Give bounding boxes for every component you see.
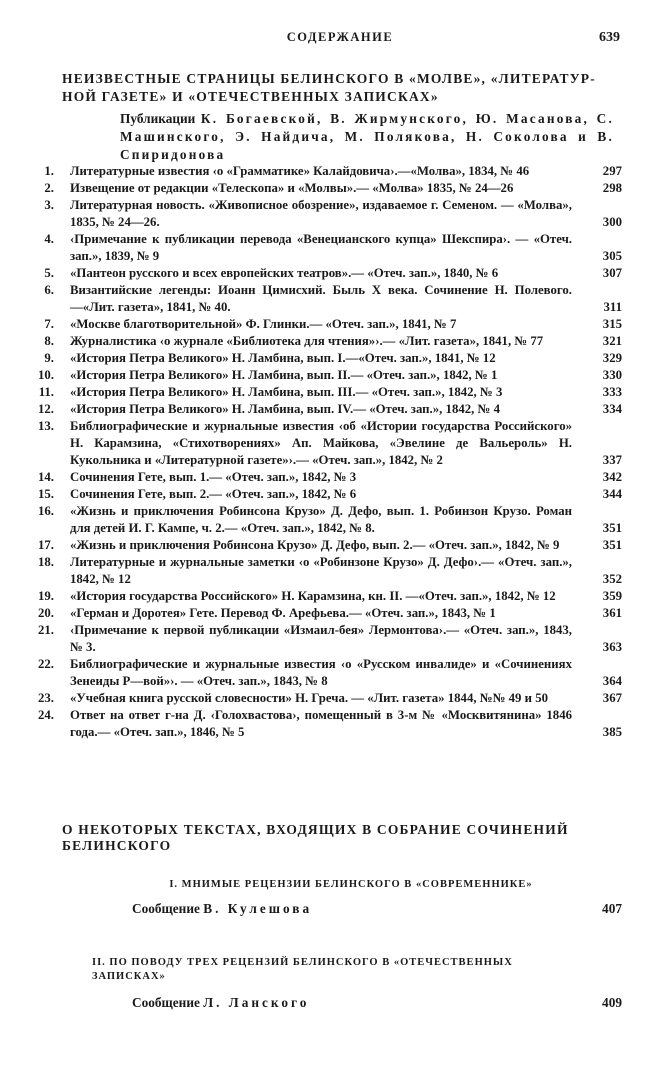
subsection-title-1: I. МНИМЫЕ РЕЦЕНЗИИ БЕЛИНСКОГО В «СОВРЕМЕННИКЕ» [169, 879, 533, 890]
toc-entry-page: 307 [602, 266, 622, 280]
toc-entry-text: Журналистика ‹о журнале «Библиотека для чтения»›.— «Лит. газета», 1841, № 77 [70, 334, 544, 348]
toc-entry [20, 265, 622, 282]
toc-entry-page: 315 [602, 317, 622, 331]
toc-entry-number: 8. [44, 334, 54, 348]
toc-entry-page: 297 [602, 164, 622, 178]
toc-entry-number: 22. [38, 657, 54, 671]
toc-entry-number: 2. [44, 181, 54, 195]
section-title-line: НЕИЗВЕСТНЫЕ СТРАНИЦЫ БЕЛИНСКОГО В «МОЛВЕ», «ЛИТЕРАТУР- [62, 71, 596, 86]
toc-entry-text: «Герман и Доротея» Гете. Перевод Ф. Арефьева.— «Отеч. зап.», 1843, № 1 [70, 606, 496, 620]
message-author: В. Кулешова [203, 901, 313, 916]
toc-entry-page: 330 [602, 368, 622, 382]
toc-entry-text: Библиографические и журнальные известия ‹об «Истории государства Российского» Н. Карамзина, «Стихотворениях» Ап. Майкова, «Эвелине де Вальероль» Н. Кукольника и «Литературной газете»›.— «Отеч. зап.», 1842, № 2 [70, 419, 572, 467]
toc-entry [20, 537, 622, 554]
toc-entry-page: 351 [602, 521, 622, 535]
toc-entry [20, 350, 622, 367]
toc-entry-page: 305 [602, 249, 622, 263]
toc-entry-page: 407 [602, 901, 622, 916]
toc-entry-text: Библиографические и журнальные известия ‹о «Русском инвалиде» и «Сочинениях Зенеиды Р—вой»›. — «Отеч. зап.», 1843, № 8 [70, 657, 572, 688]
toc-entry-page: 321 [602, 334, 622, 348]
subsection-title-line: ЗАПИСКАХ» [92, 971, 166, 982]
toc-entry [20, 503, 622, 537]
toc-entry-text: «История Петра Великого» Н. Ламбина, вып. II.— «Отеч. зап.», 1842, № 1 [70, 368, 498, 382]
toc-entry-page: 409 [602, 995, 622, 1010]
toc-entry-text: «Учебная книга русской словесности» Н. Греча. — «Лит. газета» 1844, №№ 49 и 50 [70, 691, 549, 705]
message-prefix: Сообщение [132, 901, 200, 916]
toc-entry-page: 364 [602, 674, 622, 688]
toc-entry-number: 9. [44, 351, 54, 365]
toc-entry [20, 554, 622, 588]
toc-entry-page: 359 [602, 589, 622, 603]
toc-entry [20, 384, 622, 401]
toc-entry-text: Литературные известия ‹о «Грамматике» Калайдовича›.—«Молва», 1834, № 46 [70, 164, 530, 178]
toc-entry-text: Византийские легенды: Иоанн Цимисхий. Быль X века. Сочинение Н. Полевого.—«Лит. газета», 1841, № 40. [70, 283, 572, 314]
toc-entry [20, 180, 622, 197]
section-title-line: НОЙ ГАЗЕТЕ» И «ОТЕЧЕСТВЕННЫХ ЗАПИСКАХ» [62, 89, 439, 104]
toc-entry-page: 342 [602, 470, 622, 484]
toc-entry [20, 707, 622, 741]
toc-entry-number: 6. [44, 283, 54, 297]
toc-entry-text: Ответ на ответ г-на Д. ‹Голохвастова›, помещенный в 3-м № «Москвитянина» 1846 года.— «Отеч. зап.», 1846, № 5 [70, 708, 572, 739]
toc-entry-number: 11. [38, 385, 54, 399]
toc-entry-text: «Пантеон русского и всех европейских театров».— «Отеч. зап.», 1840, № 6 [70, 266, 499, 280]
toc-entry-number: 20. [38, 606, 54, 620]
toc-entry-number: 7. [44, 317, 54, 331]
message-line-2 [132, 994, 622, 1012]
subsection-title-line: II. ПО ПОВОДУ ТРЕХ РЕЦЕНЗИЙ БЕЛИНСКОГО В «ОТЕЧЕСТВЕННЫХ [92, 957, 513, 968]
toc-entry-number: 19. [38, 589, 54, 603]
toc-entry [20, 231, 622, 265]
toc-entry-number: 21. [38, 623, 54, 637]
toc-entry-page: 351 [602, 538, 622, 552]
toc-entry-number: 18. [38, 555, 54, 569]
toc-entry-text: Сочинения Гете, вып. 2.— «Отеч. зап.», 1842, № 6 [70, 487, 357, 501]
toc-entry-text: «История Петра Великого» Н. Ламбина, вып. III.— «Отеч. зап.», 1842, № 3 [70, 385, 503, 399]
toc-entry [20, 486, 622, 503]
section-title [62, 70, 614, 106]
toc-entry-number: 1. [44, 164, 54, 178]
message-prefix: Сообщение [132, 995, 200, 1010]
toc-entry-page: 300 [602, 215, 622, 229]
toc-entry [20, 656, 622, 690]
publications-names: К. Богаевской, В. Жирмунского, Ю. Масанова, С. Машинского, Э. Найдича, М. Полякова, Н. Соколова и В. Спиридонова [120, 111, 614, 162]
toc-entry-text: «Москве благотворительной» Ф. Глинки.— «Отеч. зап.», 1841, № 7 [70, 317, 457, 331]
page-number: 639 [599, 30, 620, 45]
section-title-line: БЕЛИНСКОГО [62, 838, 172, 853]
section2-title [62, 822, 614, 854]
toc-entry-number: 5. [44, 266, 54, 280]
subsection-title-2 [80, 956, 622, 984]
toc-entry [20, 367, 622, 384]
toc-entry-page: 367 [602, 691, 622, 705]
toc-entry-number: 3. [44, 198, 54, 212]
toc-entry-page: 329 [602, 351, 622, 365]
section-title-line: О НЕКОТОРЫХ ТЕКСТАХ, ВХОДЯЩИХ В СОБРАНИЕ СОЧИНЕНИЙ [62, 822, 569, 837]
running-head-title: СОДЕРЖАНИЕ [286, 30, 394, 44]
toc-entry-text: «История государства Российского» Н. Карамзина, кн. II. —«Отеч. зап.», 1842, № 12 [70, 589, 556, 603]
toc-entry-page: 298 [602, 181, 622, 195]
toc-entry-number: 10. [38, 368, 54, 382]
toc-entry [20, 197, 622, 231]
toc-entry-page: 333 [602, 385, 622, 399]
message-line-1 [132, 900, 622, 918]
toc-entry-number: 14. [38, 470, 54, 484]
toc-entry-page: 334 [602, 402, 622, 416]
publications-credit [120, 110, 614, 164]
toc-entry-number: 13. [38, 419, 54, 433]
toc-entry-page: 385 [602, 725, 622, 739]
toc-entry-text: «Жизнь и приключения Робинсона Крузо» Д. Дефо, вып. 2.— «Отеч. зап.», 1842, № 9 [70, 538, 560, 552]
toc-entry-text: Сочинения Гете, вып. 1.— «Отеч. зап.», 1842, № 3 [70, 470, 357, 484]
toc-entry-page: 344 [602, 487, 622, 501]
publications-prefix: Публикации [120, 111, 196, 126]
toc-entry [20, 418, 622, 469]
toc-entry [20, 690, 622, 707]
toc-entry [20, 282, 622, 316]
toc-entry-page: 361 [602, 606, 622, 620]
toc-entry [20, 469, 622, 486]
toc-entry-page: 352 [602, 572, 622, 586]
toc-entry-text: «История Петра Великого» Н. Ламбина, вып. IV.— «Отеч. зап.», 1842, № 4 [70, 402, 501, 416]
toc-entry [20, 588, 622, 605]
toc-entry-number: 24. [38, 708, 54, 722]
toc-entry [20, 163, 622, 180]
message-author: Л. Ланского [203, 995, 310, 1010]
running-head [60, 30, 620, 50]
toc-entry-text: ‹Примечание к публикации перевода «Венецианского купца» Шекспира›. — «Отеч. зап.», 1839, № 9 [70, 232, 572, 263]
toc-entry [20, 622, 622, 656]
toc-entry-text: Литературные и журнальные заметки ‹о «Робинзоне Крузо» Д. Дефо›.— «Отеч. зап.», 1842, № 12 [70, 555, 572, 586]
toc-entry-text: «История Петра Великого» Н. Ламбина, вып. I.—«Отеч. зап.», 1841, № 12 [70, 351, 496, 365]
toc-entry [20, 401, 622, 418]
toc-entry-number: 23. [38, 691, 54, 705]
toc-entry-number: 16. [38, 504, 54, 518]
toc-entry [20, 333, 622, 350]
toc-entry-number: 15. [38, 487, 54, 501]
toc-entry-page: 363 [602, 640, 622, 654]
toc-entry [20, 605, 622, 622]
toc-entry-page: 337 [602, 453, 622, 467]
toc-entry-page: 311 [603, 300, 622, 314]
toc-entry [20, 316, 622, 333]
toc-entry-number: 12. [38, 402, 54, 416]
toc-entries [20, 163, 622, 741]
toc-entry-text: Извещение от редакции «Телескопа» и «Молвы».— «Молва» 1835, № 24—26 [70, 181, 514, 195]
toc-entry-text: ‹Примечание к первой публикации «Измаил-бея» Лермонтова›.— «Отеч. зап.», 1843, № 3. [70, 623, 572, 654]
toc-entry-text: Литературная новость. «Живописное обозрение», издаваемое г. Семеном. — «Молва», 1835, № 24—26. [70, 198, 572, 229]
toc-entry-text: «Жизнь и приключения Робинсона Крузо» Д. Дефо, вып. 1. Робинзон Крузо. Роман для детей И. Г. Кампе, ч. 2.— «Отеч. зап.», 1842, № 8. [70, 504, 572, 535]
toc-entry-number: 17. [38, 538, 54, 552]
toc-entry-number: 4. [44, 232, 54, 246]
